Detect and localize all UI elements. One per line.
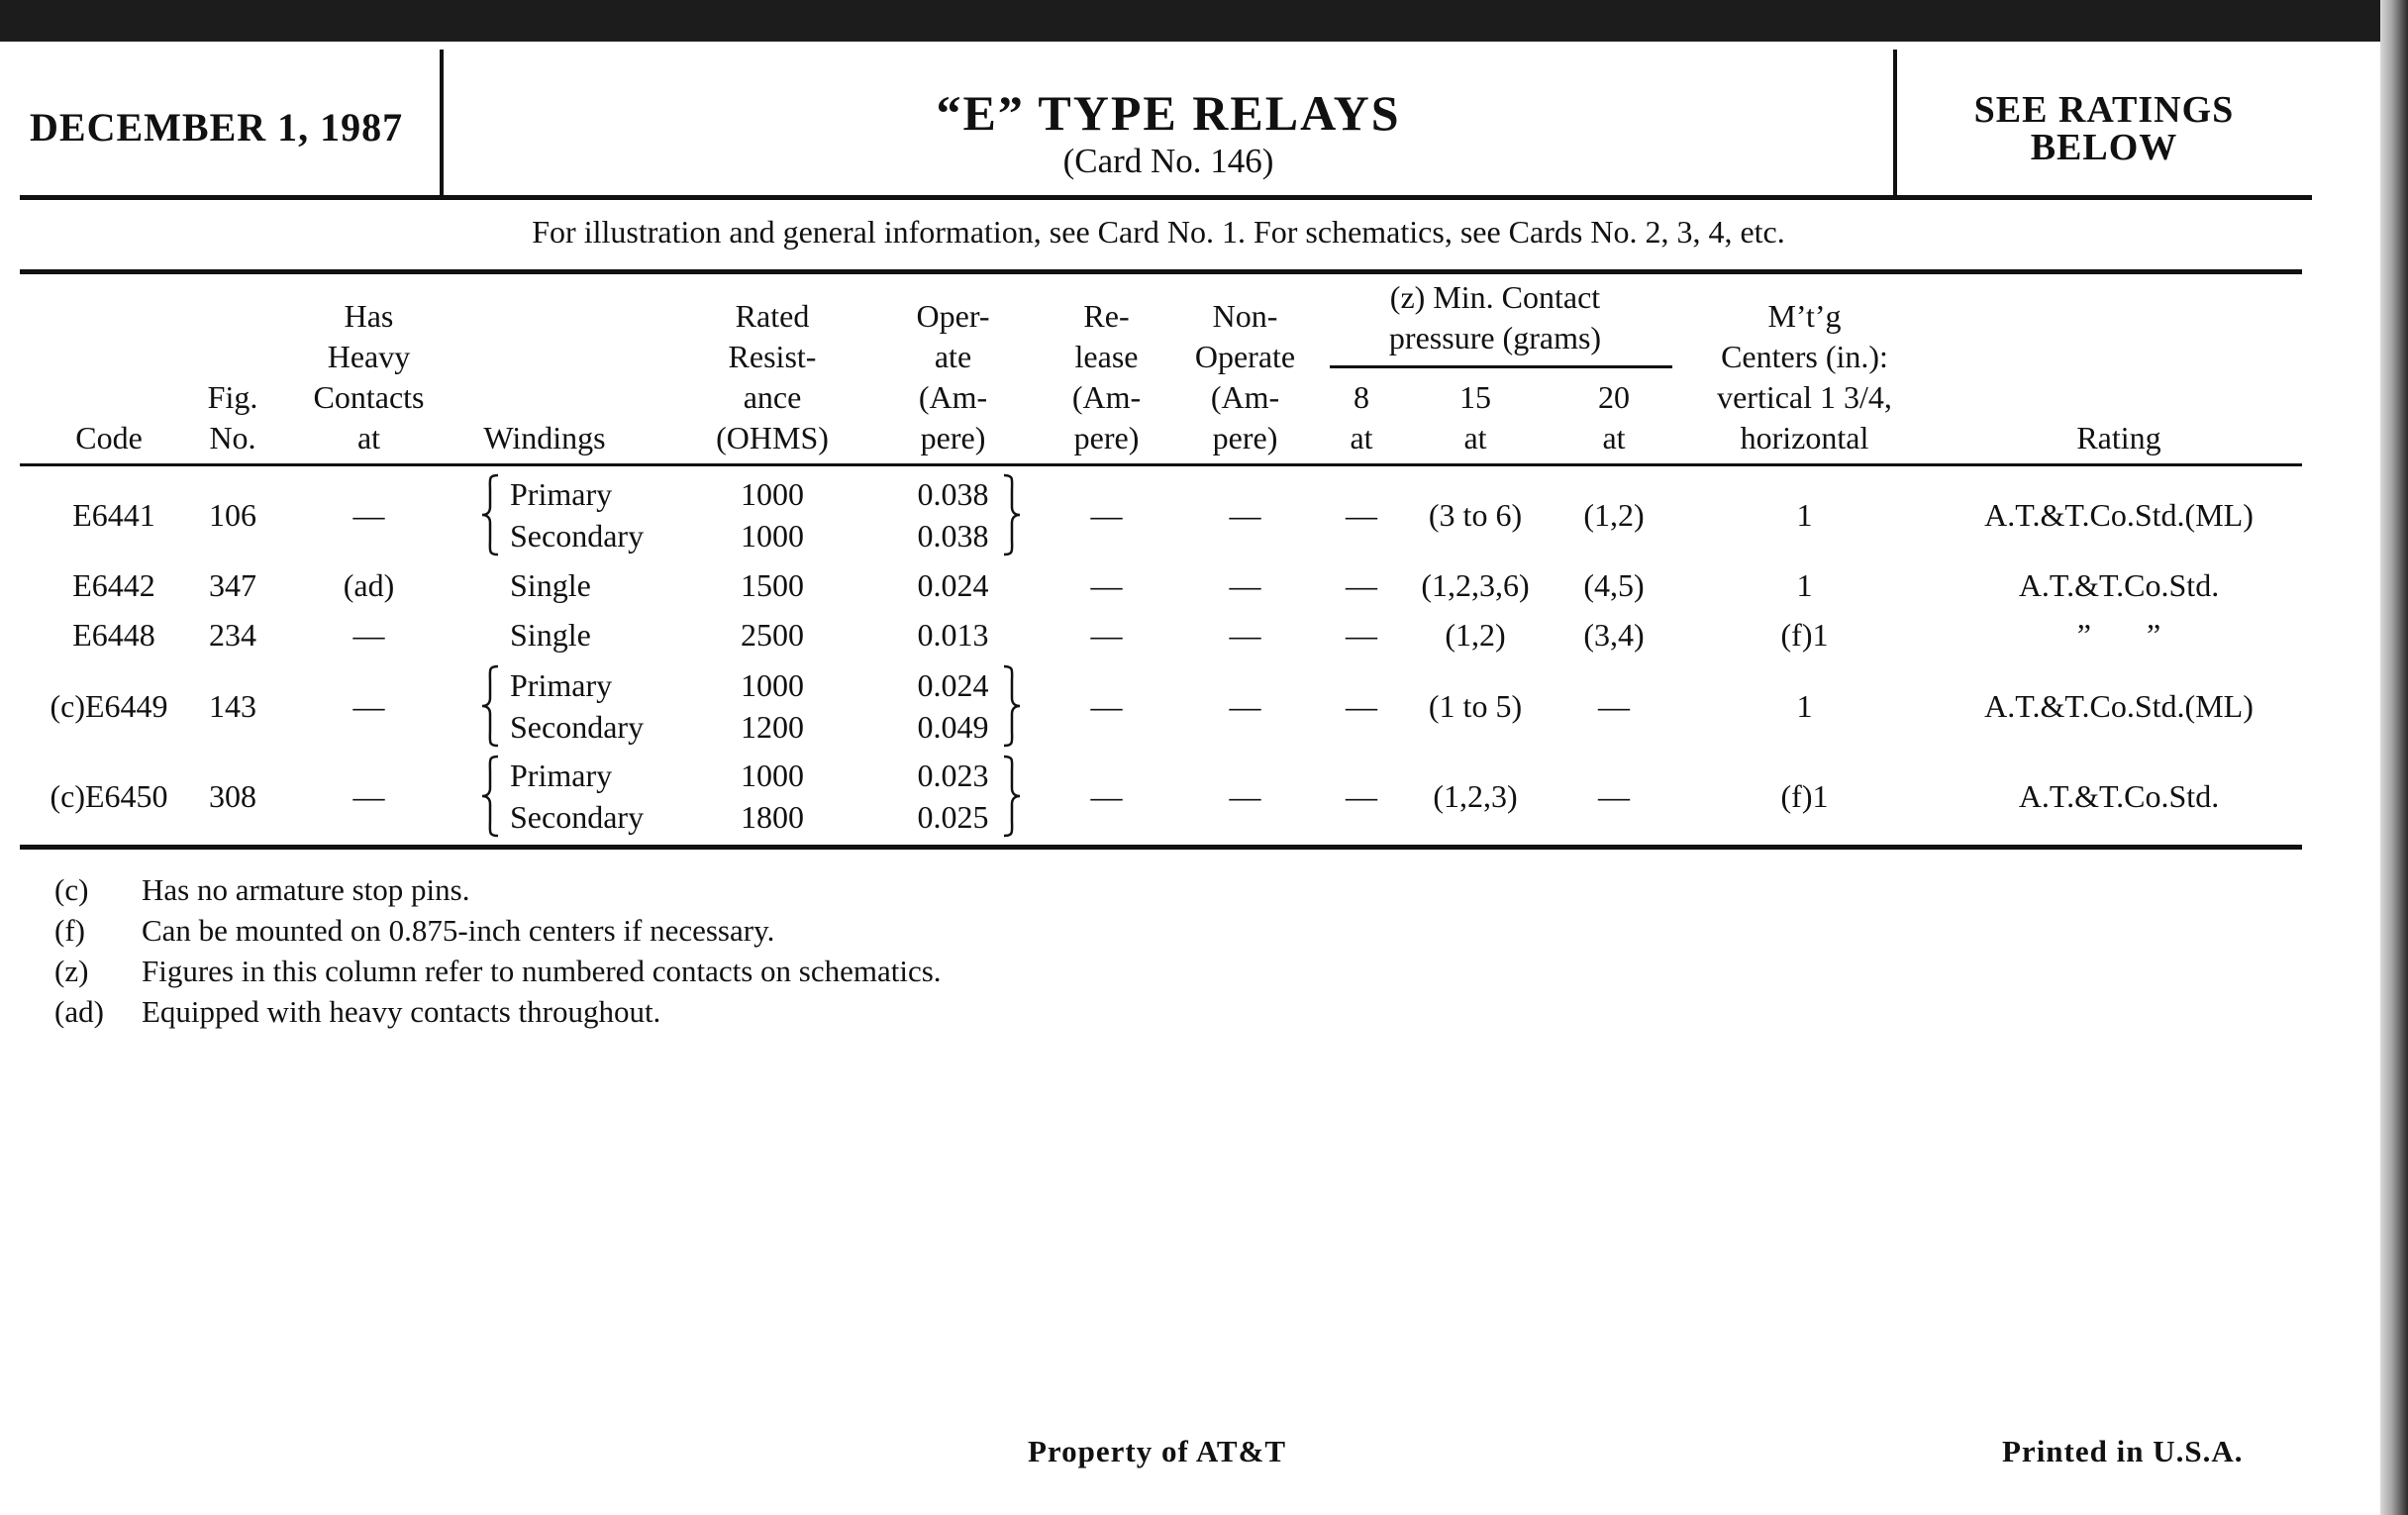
header-ratings-note: SEE RATINGS BELOW xyxy=(1973,89,2235,168)
cell-winding-secondary: Secondary xyxy=(510,518,645,554)
cell-pressure-8: — xyxy=(1346,688,1377,724)
cell-operate: 0.038 xyxy=(917,518,989,554)
cell-heavy: — xyxy=(352,688,385,724)
cell-fig: 308 xyxy=(209,778,256,814)
cell-heavy: — xyxy=(352,778,385,814)
cell-rating: A.T.&T.Co.Std. xyxy=(2018,778,2220,814)
cell-release: — xyxy=(1090,567,1123,603)
cell-winding-secondary: Secondary xyxy=(510,709,645,745)
col-header-min-contact-pressure: (z) Min. Contact pressure (grams) xyxy=(1388,279,1602,355)
cell-mounting: 1 xyxy=(1796,688,1813,724)
cell-fig: 106 xyxy=(209,497,256,533)
header-rule xyxy=(20,195,2312,200)
cell-non-operate: — xyxy=(1229,688,1261,724)
cell-pressure-8: — xyxy=(1346,778,1377,814)
footnote: (c) Has no armature stop pins. xyxy=(54,872,470,907)
col-header-heavy-contacts: Has Heavy Contacts at xyxy=(313,298,425,455)
cell-resistance: 1000 xyxy=(741,667,804,703)
cell-fig: 347 xyxy=(209,567,256,603)
cell-pressure-20: (1,2) xyxy=(1583,497,1645,533)
cell-code: E6448 xyxy=(72,617,155,653)
col-header-20-at: 20 at xyxy=(1598,379,1630,455)
cell-operate: 0.038 xyxy=(917,476,989,512)
cell-release: — xyxy=(1090,617,1123,653)
card-date: DECEMBER 1, 1987 xyxy=(30,105,404,150)
cell-heavy: — xyxy=(352,617,385,653)
col-header-code: Code xyxy=(75,420,143,455)
cell-resistance: 1800 xyxy=(741,799,804,835)
cell-code: E6442 xyxy=(72,567,155,603)
operate-brace-icon xyxy=(1002,755,1022,838)
cell-resistance: 1200 xyxy=(741,709,804,745)
cell-heavy: — xyxy=(352,497,385,533)
table-top-rule xyxy=(20,269,2302,274)
info-line: For illustration and general information, see Card No. 1. For schematics, see Cards No. 2, 3, 4, etc. xyxy=(532,214,1785,250)
cell-winding: Single xyxy=(510,617,591,653)
scan-top-border xyxy=(0,0,2408,42)
cell-rating-ditto: ” ” xyxy=(2076,617,2161,653)
cell-mounting: (f)1 xyxy=(1780,617,1829,653)
operate-brace-icon xyxy=(1002,664,1022,748)
card-number: (Card No. 146) xyxy=(1062,142,1274,180)
cell-non-operate: — xyxy=(1229,567,1261,603)
footnote: (z) Figures in this column refer to numbered contacts on schematics. xyxy=(54,954,942,988)
col-header-fig: Fig. No. xyxy=(207,379,258,455)
winding-brace-icon xyxy=(480,755,500,838)
cell-non-operate: — xyxy=(1229,497,1261,533)
cell-winding: Single xyxy=(510,567,591,603)
cell-pressure-20: — xyxy=(1598,688,1630,724)
cell-operate: 0.049 xyxy=(917,709,989,745)
card-title-block xyxy=(446,84,1891,181)
col-header-release: Re- lease (Am- pere) xyxy=(1071,298,1142,455)
cell-pressure-15: (1,2,3) xyxy=(1433,778,1518,814)
cell-code: (c)E6449 xyxy=(50,688,168,724)
winding-brace-icon xyxy=(480,664,500,748)
col-header-windings: Windings xyxy=(483,420,606,455)
cell-operate: 0.013 xyxy=(917,617,989,653)
cell-mounting: 1 xyxy=(1796,567,1813,603)
cell-rating: A.T.&T.Co.Std. xyxy=(2018,567,2220,603)
cell-pressure-15: (1,2) xyxy=(1445,617,1506,653)
cell-winding-secondary: Secondary xyxy=(510,799,645,835)
cell-resistance: 1000 xyxy=(741,758,804,793)
cell-operate: 0.023 xyxy=(917,758,989,793)
footnote: (f) Can be mounted on 0.875-inch centers if necessary. xyxy=(54,913,775,948)
col-header-operate: Oper- ate (Am- pere) xyxy=(916,298,990,455)
winding-brace-icon xyxy=(480,473,500,556)
cell-mounting: (f)1 xyxy=(1780,778,1829,814)
cell-winding-primary: Primary xyxy=(510,758,613,793)
cell-fig: 234 xyxy=(209,617,256,653)
cell-operate: 0.024 xyxy=(917,667,989,703)
scan-right-edge xyxy=(2380,0,2408,1515)
cell-rating: A.T.&T.Co.Std.(ML) xyxy=(1984,688,2254,724)
cell-pressure-15: (1 to 5) xyxy=(1428,688,1523,724)
cell-winding-primary: Primary xyxy=(510,667,613,703)
cell-pressure-20: (4,5) xyxy=(1583,567,1645,603)
col-header-non-operate: Non- Operate (Am- pere) xyxy=(1194,298,1296,455)
header-divider-left xyxy=(440,50,444,196)
cell-resistance: 1000 xyxy=(741,518,804,554)
cell-pressure-8: — xyxy=(1346,567,1377,603)
col-header-rating: Rating xyxy=(2076,420,2161,455)
cell-resistance: 1500 xyxy=(741,567,804,603)
cell-rating: A.T.&T.Co.Std.(ML) xyxy=(1984,497,2254,533)
cell-pressure-20: (3,4) xyxy=(1583,617,1645,653)
footnote: (ad) Equipped with heavy contacts throughout. xyxy=(54,994,661,1029)
pressure-group-rule xyxy=(1330,365,1672,368)
cell-release: — xyxy=(1090,497,1123,533)
cell-heavy: (ad) xyxy=(343,567,395,603)
operate-brace-icon xyxy=(1002,473,1022,556)
cell-non-operate: — xyxy=(1229,778,1261,814)
col-header-15-at: 15 at xyxy=(1459,379,1491,455)
cell-code: (c)E6450 xyxy=(50,778,168,814)
header-bottom-rule xyxy=(20,463,2302,466)
cell-resistance: 2500 xyxy=(741,617,804,653)
cell-pressure-20: — xyxy=(1598,778,1630,814)
cell-pressure-8: — xyxy=(1346,497,1377,533)
card-title: “E” TYPE RELAYS xyxy=(936,85,1401,141)
cell-code: E6441 xyxy=(72,497,155,533)
cell-operate: 0.024 xyxy=(917,567,989,603)
cell-pressure-15: (3 to 6) xyxy=(1428,497,1523,533)
cell-pressure-8: — xyxy=(1346,617,1377,653)
cell-non-operate: — xyxy=(1229,617,1261,653)
cell-resistance: 1000 xyxy=(741,476,804,512)
header-divider-right xyxy=(1893,50,1897,196)
col-header-8-at: 8 at xyxy=(1350,379,1373,455)
cell-release: — xyxy=(1090,688,1123,724)
footer-printed: Printed in U.S.A. xyxy=(2002,1434,2244,1468)
cell-mounting: 1 xyxy=(1796,497,1813,533)
col-header-resistance: Rated Resist- ance (OHMS) xyxy=(716,298,829,455)
cell-winding-primary: Primary xyxy=(510,476,613,512)
table-bottom-rule xyxy=(20,845,2302,850)
col-header-mounting-centers: M’t’g Centers (in.): vertical 1 3/4, horizontal xyxy=(1717,298,1892,455)
footer-property: Property of AT&T xyxy=(1028,1434,1287,1468)
cell-release: — xyxy=(1090,778,1123,814)
cell-pressure-15: (1,2,3,6) xyxy=(1421,567,1530,603)
cell-operate: 0.025 xyxy=(917,799,989,835)
cell-fig: 143 xyxy=(209,688,256,724)
